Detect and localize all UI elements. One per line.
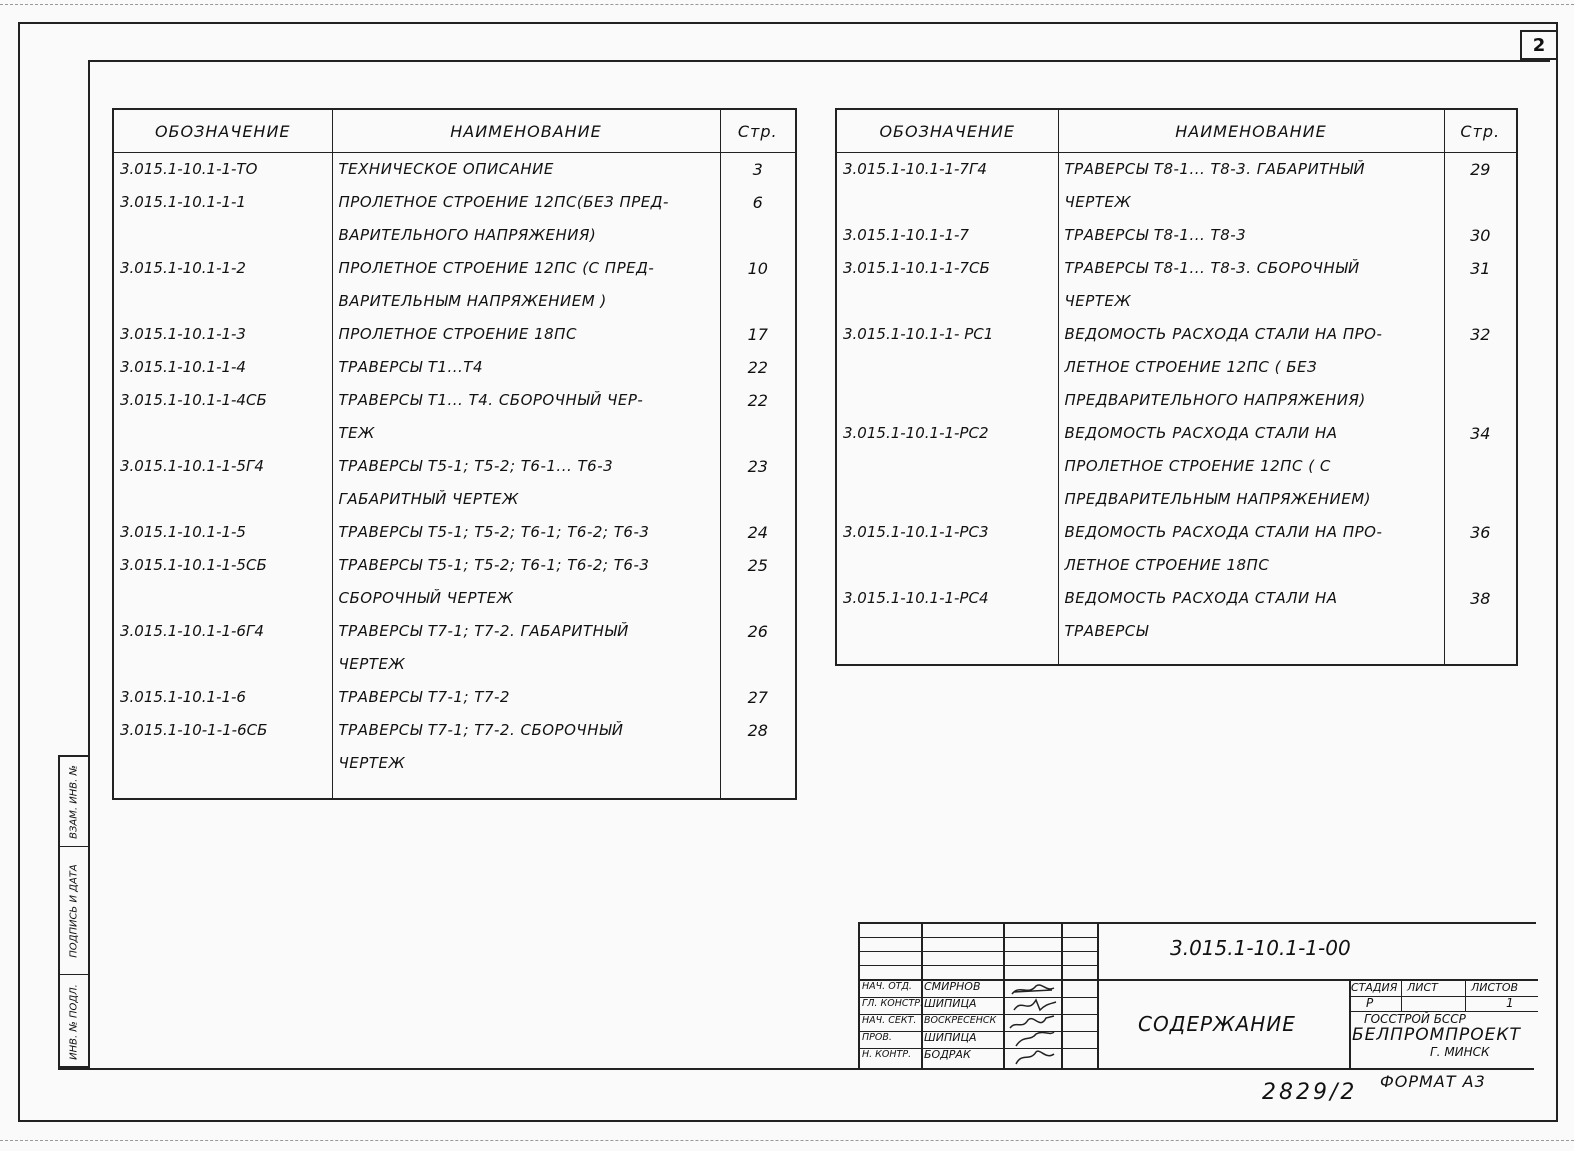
name-5: БОДРАК: [924, 1048, 971, 1061]
table-row: [113, 450, 796, 516]
side-cell-replace: [60, 757, 88, 847]
row-code: 3.015.1-10-1-1-6СБ: [113, 714, 332, 780]
scan-edge-bottom: [0, 1140, 1574, 1141]
row-page: 3: [720, 153, 796, 187]
table-row: [113, 153, 796, 187]
row-code: 3.015.1-10.1-1-5: [113, 516, 332, 549]
row-name: [332, 252, 720, 318]
row-page: 32: [1444, 318, 1517, 417]
row-name: [332, 714, 720, 780]
row-name-line: ВЕДОМОСТЬ РАСХОДА СТАЛИ НА ПРО-: [1064, 523, 1383, 541]
table-row: [113, 186, 796, 252]
row-name: [1058, 252, 1444, 318]
row-code: 3.015.1-10.1-1-4: [113, 351, 332, 384]
row-name: [1058, 219, 1444, 252]
row-name-line: ТРАВЕРСЫ Т1...Т4: [338, 358, 484, 376]
row-code: 3.015.1-10.1-1-3: [113, 318, 332, 351]
row-name: [1058, 417, 1444, 516]
row-code: 3.015.1-10.1-1-ТО: [113, 153, 332, 187]
role-2: ГЛ. КОНСТР.: [862, 998, 924, 1009]
row-name: [1058, 516, 1444, 582]
row-page: 34: [1444, 417, 1517, 516]
row-page: 29: [1444, 153, 1517, 220]
row-name-line: ЧЕРТЕЖ: [338, 754, 406, 772]
row-code: 3.015.1-10.1-1-5Г4: [113, 450, 332, 516]
row-name-line: ВЕДОМОСТЬ РАСХОДА СТАЛИ НА: [1064, 424, 1338, 442]
inner-frame-bottom: [58, 1068, 1534, 1070]
row-name-line: ПРЕДВАРИТЕЛЬНЫМ НАПРЯЖЕНИЕМ): [1064, 490, 1372, 508]
row-name-line: ТЕХНИЧЕСКОЕ ОПИСАНИЕ: [338, 160, 554, 178]
table-row: [836, 582, 1517, 648]
row-name: [332, 186, 720, 252]
row-name-line: ТРАВЕРСЫ Т8-1... Т8-3. ГАБАРИТНЫЙ: [1064, 160, 1366, 178]
row-name-line: ТРАВЕРСЫ Т7-1; Т7-2. ГАБАРИТНЫЙ: [338, 622, 629, 640]
row-name-line: СБОРОЧНЫЙ ЧЕРТЕЖ: [338, 589, 514, 607]
archive-number: 2829/2: [1262, 1080, 1358, 1105]
row-code: 3.015.1-10.1-1-РС4: [836, 582, 1058, 648]
row-name-line: ЛЕТНОЕ СТРОЕНИЕ 18ПС: [1064, 556, 1270, 574]
row-name-line: ТРАВЕРСЫ Т7-1; Т7-2. СБОРОЧНЫЙ: [338, 721, 624, 739]
row-code: 3.015.1-10.1-1-7: [836, 219, 1058, 252]
name-1: СМИРНОВ: [924, 980, 981, 993]
org-line-1: ГОССТРОЙ БССР: [1364, 1012, 1466, 1026]
table-row: [836, 153, 1517, 220]
sheet-label: ЛИСТ: [1407, 981, 1438, 994]
row-code: 3.015.1-10.1-1-2: [113, 252, 332, 318]
document-code: 3.015.1-10.1-1-00: [1170, 936, 1351, 960]
row-page: 17: [720, 318, 796, 351]
sheet-title: СОДЕРЖАНИЕ: [1138, 1012, 1296, 1036]
row-name-line: ТРАВЕРСЫ Т8-1... Т8-3: [1064, 226, 1247, 244]
row-page: 28: [720, 714, 796, 780]
row-code: 3.015.1-10.1-1-6Г4: [113, 615, 332, 681]
header-page: Стр.: [1444, 109, 1517, 153]
row-name: [332, 351, 720, 384]
name-4: ШИПИЦА: [924, 1031, 977, 1044]
table-header: [113, 109, 796, 153]
scan-edge-top: [0, 4, 1574, 5]
row-name: [332, 384, 720, 450]
row-name: [1058, 318, 1444, 417]
side-label-inventory: ИНВ. № ПОДЛ.: [68, 983, 80, 1060]
row-name: [332, 516, 720, 549]
role-5: Н. КОНТР.: [862, 1049, 912, 1060]
side-label-replace: ВЗАМ. ИНВ. №: [68, 764, 80, 839]
header-code: ОБОЗНАЧЕНИЕ: [836, 109, 1058, 153]
contents-table-right: [835, 108, 1518, 666]
row-code: 3.015.1-10.1-1-7СБ: [836, 252, 1058, 318]
row-name-line: ТРАВЕРСЫ Т5-1; Т5-2; Т6-1... Т6-3: [338, 457, 614, 475]
row-name-line: ТРАВЕРСЫ Т7-1; Т7-2: [338, 688, 510, 706]
header-name: НАИМЕНОВАНИЕ: [1058, 109, 1444, 153]
table-row: [113, 681, 796, 714]
row-name-line: ЧЕРТЕЖ: [1064, 292, 1132, 310]
row-name: [332, 318, 720, 351]
table-header: [836, 109, 1517, 153]
row-name-line: ЧЕРТЕЖ: [1064, 193, 1132, 211]
table-row: [113, 384, 796, 450]
name-3: ВОСКРЕСЕНСК: [924, 1015, 997, 1026]
row-page: 36: [1444, 516, 1517, 582]
table-row: [113, 318, 796, 351]
table-row: [113, 252, 796, 318]
row-name-line: ТРАВЕРСЫ: [1064, 622, 1149, 640]
row-page: 10: [720, 252, 796, 318]
table-row: [113, 714, 796, 780]
row-name-line: ВЕДОМОСТЬ РАСХОДА СТАЛИ НА: [1064, 589, 1338, 607]
row-name: [332, 450, 720, 516]
row-code: 3.015.1-10.1-1-5СБ: [113, 549, 332, 615]
row-name-line: ТРАВЕРСЫ Т5-1; Т5-2; Т6-1; Т6-2; Т6-3: [338, 556, 650, 574]
row-name-line: ПРОЛЕТНОЕ СТРОЕНИЕ 12ПС (С ПРЕД-: [338, 259, 655, 277]
row-page: 38: [1444, 582, 1517, 648]
table-row: [836, 417, 1517, 516]
row-name-line: ВАРИТЕЛЬНОГО НАПРЯЖЕНИЯ): [338, 226, 597, 244]
row-name: [1058, 153, 1444, 220]
row-page: 6: [720, 186, 796, 252]
approval-side-strip: [58, 755, 88, 1068]
row-name: [332, 549, 720, 615]
stage-value: Р: [1366, 996, 1374, 1010]
row-name-line: ТЕЖ: [338, 424, 375, 442]
role-3: НАЧ. СЕКТ.: [862, 1015, 917, 1026]
row-name-line: ВАРИТЕЛЬНЫМ НАПРЯЖЕНИЕМ ): [338, 292, 607, 310]
table-row: [836, 516, 1517, 582]
role-4: ПРОВ.: [862, 1032, 892, 1043]
name-2: ШИПИЦА: [924, 997, 977, 1010]
org-line-3: Г. МИНСК: [1430, 1045, 1490, 1059]
row-code: 3.015.1-10.1-1-7Г4: [836, 153, 1058, 220]
table-row: [836, 219, 1517, 252]
row-page: 23: [720, 450, 796, 516]
row-name-line: ТРАВЕРСЫ Т1... Т4. СБОРОЧНЫЙ ЧЕР-: [338, 391, 644, 409]
role-1: НАЧ. ОТД.: [862, 981, 912, 992]
row-name-line: ЛЕТНОЕ СТРОЕНИЕ 12ПС ( БЕЗ: [1064, 358, 1318, 376]
row-code: 3.015.1-10.1-1-РС3: [836, 516, 1058, 582]
table-row: [113, 549, 796, 615]
table-row: [836, 252, 1517, 318]
row-code: 3.015.1-10.1-1-6: [113, 681, 332, 714]
table-row: [836, 318, 1517, 417]
row-name-line: ВЕДОМОСТЬ РАСХОДА СТАЛИ НА ПРО-: [1064, 325, 1383, 343]
row-name: [1058, 582, 1444, 648]
contents-table-left: [112, 108, 797, 800]
table-body: [113, 153, 796, 781]
row-name: [332, 153, 720, 187]
row-name-line: ПРЕДВАРИТЕЛЬНОГО НАПРЯЖЕНИЯ): [1064, 391, 1366, 409]
row-code: 3.015.1-10.1-1-4СБ: [113, 384, 332, 450]
stage-label: СТАДИЯ: [1351, 981, 1398, 994]
row-page: 30: [1444, 219, 1517, 252]
table-row: [113, 516, 796, 549]
side-label-signature: ПОДПИСЬ И ДАТА: [68, 863, 80, 958]
sheets-label: ЛИСТОВ: [1471, 981, 1519, 994]
sheet-number: 2: [1520, 30, 1558, 60]
row-name-line: ТРАВЕРСЫ Т5-1; Т5-2; Т6-1; Т6-2; Т6-3: [338, 523, 650, 541]
row-name-line: ГАБАРИТНЫЙ ЧЕРТЕЖ: [338, 490, 519, 508]
row-name-line: ПРОЛЕТНОЕ СТРОЕНИЕ 12ПС(БЕЗ ПРЕД-: [338, 193, 669, 211]
row-page: 25: [720, 549, 796, 615]
row-name: [332, 615, 720, 681]
header-page: Стр.: [720, 109, 796, 153]
row-page: 22: [720, 351, 796, 384]
signatures: [1006, 980, 1060, 1068]
table-body: [836, 153, 1517, 649]
sheets-value: 1: [1506, 996, 1514, 1010]
row-name-line: ТРАВЕРСЫ Т8-1... Т8-3. СБОРОЧНЫЙ: [1064, 259, 1360, 277]
table-row: [113, 351, 796, 384]
side-cell-signature: [60, 847, 88, 975]
row-name-line: ПРОЛЕТНОЕ СТРОЕНИЕ 12ПС ( С: [1064, 457, 1331, 475]
title-block: [858, 922, 1536, 1068]
row-code: 3.015.1-10.1-1- РС1: [836, 318, 1058, 417]
header-name: НАИМЕНОВАНИЕ: [332, 109, 720, 153]
row-page: 31: [1444, 252, 1517, 318]
row-name-line: ПРОЛЕТНОЕ СТРОЕНИЕ 18ПС: [338, 325, 577, 343]
row-page: 26: [720, 615, 796, 681]
row-page: 27: [720, 681, 796, 714]
header-code: ОБОЗНАЧЕНИЕ: [113, 109, 332, 153]
paper-format: ФОРМАТ А3: [1380, 1072, 1486, 1091]
side-cell-inventory: [60, 975, 88, 1068]
row-page: 22: [720, 384, 796, 450]
row-name: [332, 681, 720, 714]
row-page: 24: [720, 516, 796, 549]
row-code: 3.015.1-10.1-1-РС2: [836, 417, 1058, 516]
table-row: [113, 615, 796, 681]
row-name-line: ЧЕРТЕЖ: [338, 655, 406, 673]
row-code: 3.015.1-10.1-1-1: [113, 186, 332, 252]
org-line-2: БЕЛПРОМПРОЕКТ: [1352, 1025, 1521, 1045]
